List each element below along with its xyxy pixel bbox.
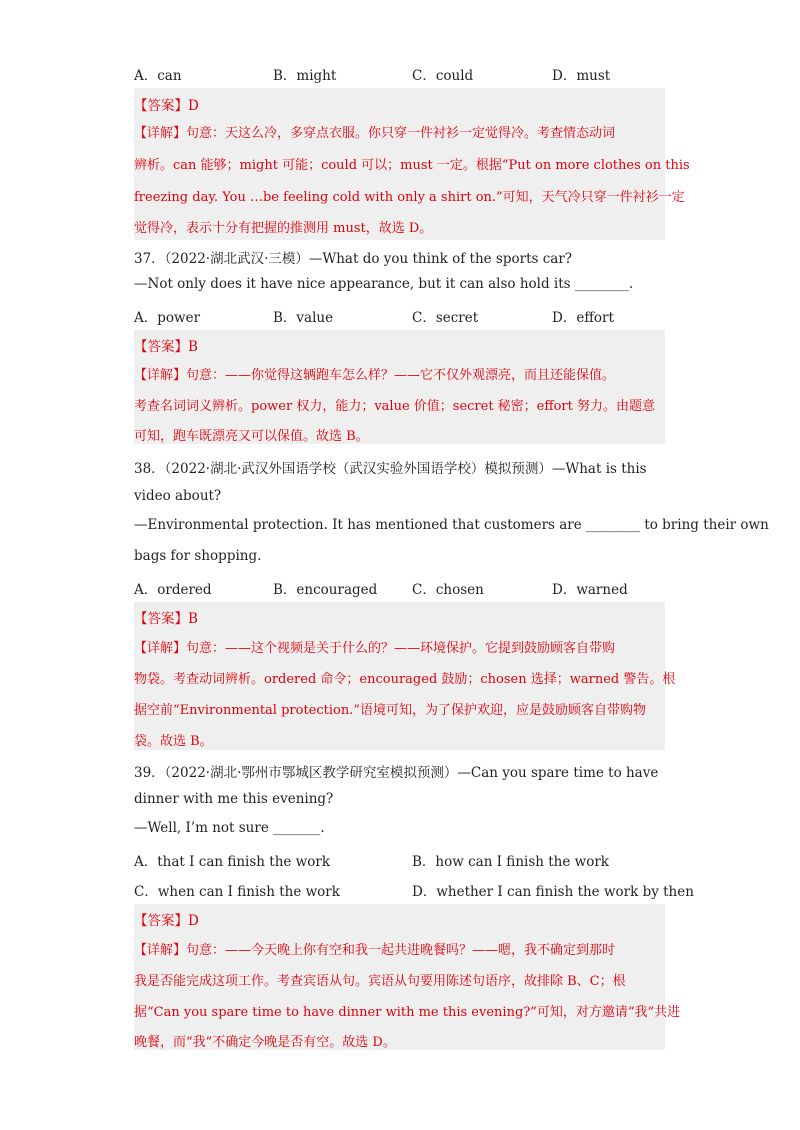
q39-option-a: A．that I can finish the work <box>134 854 331 870</box>
q38-detail-line: 物袋。考查动词辨析。ordered 命令；encouraged 鼓励；chosen 选择；warned 警告。根 <box>134 672 676 687</box>
q37-detail-line: 考查名词词义辨析。power 权力，能力；value 价值；secret 秘密；effort 努力。由题意 <box>134 399 656 414</box>
q38-answer: 【答案】B <box>134 611 198 627</box>
q37-option-d: D．effort <box>552 310 614 326</box>
q37-option-c: C．secret <box>412 310 479 326</box>
q37-option-b: B．value <box>273 310 334 326</box>
q39-detail-line: 【详解】句意：——今天晚上你有空和我一起共进晚餐吗？——嗯，我不确定到那时 <box>134 943 616 958</box>
q38-answer-box <box>134 602 676 750</box>
q38-stem-line: —Environmental protection. It has mentioned that customers are ________ to bring their own <box>134 517 769 533</box>
q37-answer: 【答案】B <box>134 339 198 355</box>
q37-detail-line: 【详解】句意：——你觉得这辆跑车怎么样？——它不仅外观漂亮，而且还能保值。 <box>134 368 616 383</box>
q39-option-b: B．how can I finish the work <box>412 854 609 870</box>
q36-option-c: C．could <box>412 68 474 84</box>
q39-stem-line: 39．（2022·湖北·鄂州市鄂城区教学研究室模拟预测）—Can you spare time to have <box>134 765 659 781</box>
q36-detail-line: 觉得冷，表示十分有把握的推测用 must，故选 D。 <box>134 221 433 236</box>
q37-stem-line: —Not only does it have nice appearance, but it can also hold its ________. <box>134 276 634 292</box>
q37-option-a: A．power <box>134 310 201 326</box>
q38-option-d: D．warned <box>552 582 628 598</box>
q39-stem-line: dinner with me this evening? <box>134 791 334 807</box>
q39-options-row-2 <box>134 880 694 902</box>
q37-stem-line: 37．（2022·湖北武汉·三模）—What do you think of the sports car? <box>134 251 573 267</box>
q38-option-b: B．encouraged <box>273 582 378 598</box>
q38-stem-line: 38．（2022·湖北·武汉外国语学校（武汉实验外国语学校）模拟预测）—What is this <box>134 461 647 477</box>
q36-options <box>134 64 674 86</box>
q38-option-c: C．chosen <box>412 582 484 598</box>
q39-detail-line: 据“Can you spare time to have dinner with me this evening?”可知，对方邀请“我”共进 <box>134 1005 681 1020</box>
q38-stem-line: video about? <box>134 488 222 504</box>
q36-answer: 【答案】D <box>134 98 199 114</box>
q38-options <box>134 578 674 600</box>
q38-detail-line: 袋。故选 B。 <box>134 734 213 749</box>
q38-detail-line: 【详解】句意：——这个视频是关于什么的？——环境保护。它提到鼓励顾客自带购 <box>134 641 616 656</box>
q38-option-a: A．ordered <box>134 582 212 598</box>
q39-detail-line: 晚餐，而“我”不确定今晚是否有空。故选 D。 <box>134 1035 396 1050</box>
q37-detail-line: 可知，跑车既漂亮又可以保值。故选 B。 <box>134 429 369 444</box>
q37-options <box>134 306 674 328</box>
q38-detail-line: 据空前“Environmental protection.”语境可知，为了保护欢迎，应是鼓励顾客自带购物 <box>134 703 647 718</box>
q36-option-a: A．can <box>134 68 182 84</box>
q39-option-d: D．whether I can finish the work by then <box>412 884 694 900</box>
q36-detail-line: 辨析。can 能够；might 可能；could 可以；must 一定。根据“Put on more clothes on this <box>134 158 690 173</box>
q36-answer-box <box>134 88 690 240</box>
q39-detail-line: 我是否能完成这项工作。考查宾语从句。宾语从句要用陈述句语序，故排除 B、C；根 <box>134 974 626 989</box>
q36-detail-line: freezing day. You …be feeling cold with only a shirt on.”可知，天气冷只穿一件衬衫一定 <box>134 190 685 205</box>
q39-answer: 【答案】D <box>134 913 199 929</box>
q39-answer-box <box>134 904 681 1050</box>
q39-stem-line: —Well, I’m not sure _______. <box>134 820 325 836</box>
q38-stem-line: bags for shopping. <box>134 548 262 564</box>
q39-option-c: C．when can I finish the work <box>134 884 340 900</box>
q37-answer-box <box>134 330 665 444</box>
q36-option-b: B．might <box>273 68 337 84</box>
q36-detail-line: 【详解】句意：天这么冷，多穿点衣服。你只穿一件衬衫一定觉得冷。考查情态动词 <box>134 126 616 141</box>
q36-option-d: D．must <box>552 68 611 84</box>
q39-options-row-1 <box>134 850 674 872</box>
